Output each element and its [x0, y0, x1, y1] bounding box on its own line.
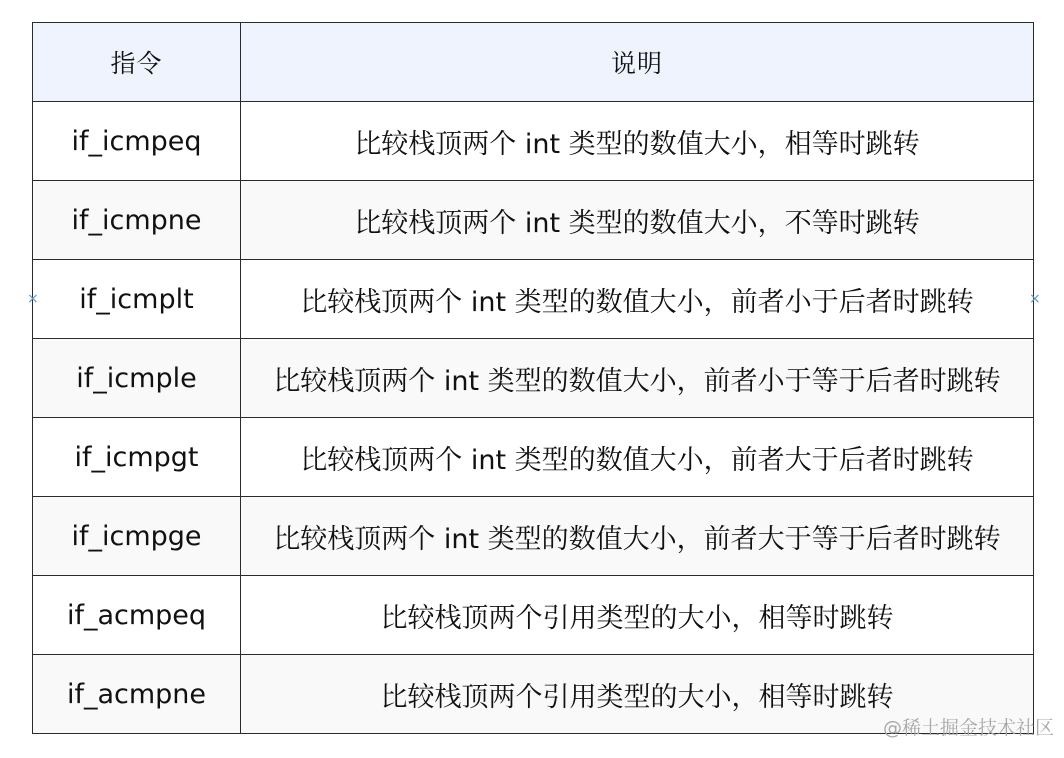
table-row	[33, 181, 1034, 260]
description-cell: 比较栈顶两个 int 类型的数值大小，前者大于等于后者时跳转	[241, 497, 1034, 576]
resize-handle-left-icon[interactable]: ×	[27, 291, 39, 307]
description-cell: 比较栈顶两个引用类型的大小，相等时跳转	[241, 655, 1034, 734]
description-cell: 比较栈顶两个 int 类型的数值大小，不等时跳转	[241, 181, 1034, 260]
table-row	[33, 418, 1034, 497]
instruction-cell: if_acmpeq	[33, 576, 241, 655]
instruction-cell: if_icmpge	[33, 497, 241, 576]
resize-handle-right-icon[interactable]: ×	[1029, 291, 1041, 307]
header-instruction: 指令	[33, 23, 241, 102]
instruction-cell: if_icmple	[33, 339, 241, 418]
description-cell: 比较栈顶两个 int 类型的数值大小，前者小于后者时跳转	[241, 260, 1034, 339]
instruction-cell: if_icmpgt	[33, 418, 241, 497]
table-row	[33, 102, 1034, 181]
description-cell: 比较栈顶两个 int 类型的数值大小，前者大于后者时跳转	[241, 418, 1034, 497]
instruction-cell: if_icmplt	[33, 260, 241, 339]
description-cell: 比较栈顶两个引用类型的大小，相等时跳转	[241, 576, 1034, 655]
description-cell: 比较栈顶两个 int 类型的数值大小，前者小于等于后者时跳转	[241, 339, 1034, 418]
header-description: 说明	[241, 23, 1034, 102]
instruction-cell: if_acmpne	[33, 655, 241, 734]
description-cell: 比较栈顶两个 int 类型的数值大小，相等时跳转	[241, 102, 1034, 181]
table-row	[33, 339, 1034, 418]
watermark: @稀土掘金技术社区	[883, 717, 1055, 739]
table-header-row	[33, 23, 1034, 102]
instruction-table	[32, 22, 1034, 734]
table-row	[33, 260, 1034, 339]
instruction-cell: if_icmpne	[33, 181, 241, 260]
table-row	[33, 497, 1034, 576]
instruction-cell: if_icmpeq	[33, 102, 241, 181]
table-row	[33, 576, 1034, 655]
instruction-table-container	[32, 22, 1033, 734]
